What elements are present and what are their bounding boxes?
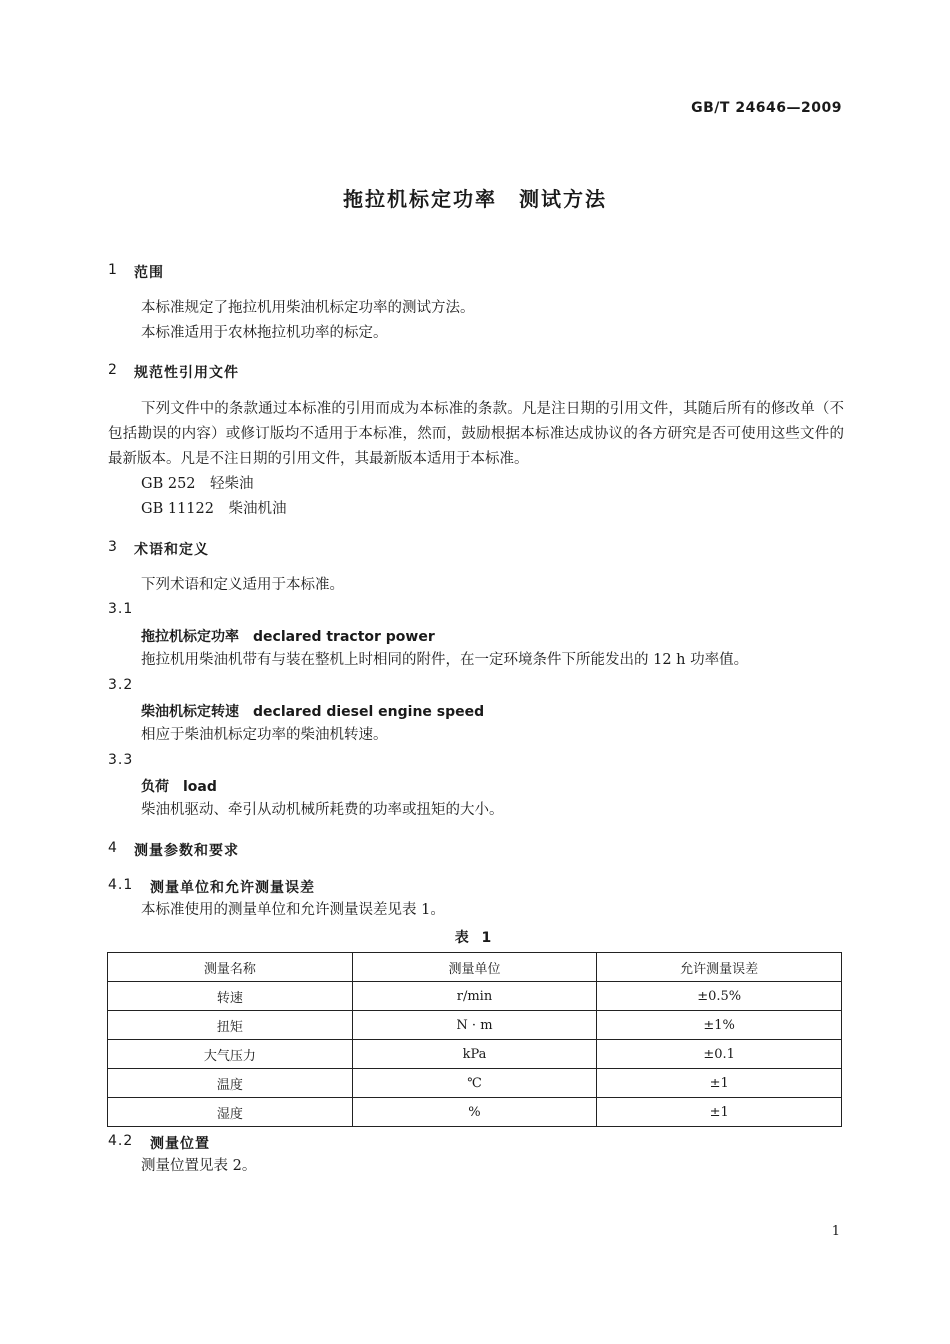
- table-cell: r/min: [352, 982, 597, 1011]
- section-2-paragraph: 下列文件中的条款通过本标准的引用而成为本标准的条款。凡是注日期的引用文件，其随后所有的修改单（不包括勘误的内容）或修订版均不适用于本标准，然而，鼓励根据本标准达成协议的各方研究是否可使用这些文件的最新版本。凡是不注日期的引用文件，其最新版本适用于本标准。: [108, 401, 844, 467]
- section-2-heading: 规范性引用文件: [134, 365, 239, 381]
- table-cell: 湿度: [108, 1098, 353, 1127]
- table-cell: ±1: [597, 1069, 842, 1098]
- subsection-4-1-text: 本标准使用的测量单位和允许测量误差见表 1。: [141, 902, 445, 918]
- section-1-line-2: 本标准适用于农林拖拉机功率的标定。: [141, 325, 388, 341]
- standard-number: GB/T 24646—2009: [691, 100, 842, 116]
- section-3-number: 3: [108, 539, 118, 555]
- table-row: [108, 1069, 842, 1098]
- table-header-name: 测量名称: [108, 953, 353, 982]
- table-cell: ℃: [352, 1069, 597, 1098]
- reference-gb11122: GB 11122 柴油机油: [141, 501, 287, 517]
- table-cell: ±0.1: [597, 1040, 842, 1069]
- term-3-3-number: 3.3: [108, 752, 134, 768]
- section-4-heading: 测量参数和要求: [134, 843, 239, 859]
- table-1-caption: 表 1: [454, 930, 496, 946]
- term-3-2-title: 柴油机标定转速 declared diesel engine speed: [141, 704, 485, 720]
- section-3-heading: 术语和定义: [134, 542, 209, 558]
- table-cell: 转速: [108, 982, 353, 1011]
- section-1-line-1: 本标准规定了拖拉机用柴油机标定功率的测试方法。: [141, 300, 475, 316]
- page-number: 1: [831, 1224, 840, 1239]
- table-header-row: [108, 953, 842, 982]
- section-3-intro: 下列术语和定义适用于本标准。: [141, 577, 344, 593]
- section-4-number: 4: [108, 840, 118, 856]
- table-cell: 扭矩: [108, 1011, 353, 1040]
- term-3-2-number: 3.2: [108, 677, 134, 693]
- section-1-heading: 范围: [134, 265, 164, 281]
- section-2-number: 2: [108, 362, 118, 378]
- subsection-4-1-number: 4.1: [108, 877, 134, 893]
- measurement-table: [107, 952, 842, 1127]
- table-cell: N · m: [352, 1011, 597, 1040]
- table-row: [108, 1011, 842, 1040]
- table-cell: 温度: [108, 1069, 353, 1098]
- table-row: [108, 982, 842, 1011]
- subsection-4-2-text: 测量位置见表 2。: [141, 1158, 257, 1174]
- term-3-3-definition: 柴油机驱动、牵引从动机械所耗费的功率或扭矩的大小。: [141, 802, 504, 818]
- term-3-1-definition: 拖拉机用柴油机带有与装在整机上时相同的附件，在一定环境条件下所能发出的 12 h 功率值。: [141, 652, 749, 668]
- table-header-error: 允许测量误差: [597, 953, 842, 982]
- table-row: [108, 1098, 842, 1127]
- table-cell: kPa: [352, 1040, 597, 1069]
- term-3-3-title: 负荷 load: [141, 779, 217, 795]
- table-cell: ±1%: [597, 1011, 842, 1040]
- reference-gb252: GB 252 轻柴油: [141, 476, 254, 492]
- term-3-2-definition: 相应于柴油机标定功率的柴油机转速。: [141, 727, 388, 743]
- document-title: 拖拉机标定功率 测试方法: [343, 187, 607, 211]
- table-cell: 大气压力: [108, 1040, 353, 1069]
- table-cell: ±0.5%: [597, 982, 842, 1011]
- subsection-4-2-number: 4.2: [108, 1133, 134, 1149]
- section-1-number: 1: [108, 262, 118, 278]
- table-header-unit: 测量单位: [352, 953, 597, 982]
- table-cell: %: [352, 1098, 597, 1127]
- table-row: [108, 1040, 842, 1069]
- subsection-4-2-heading: 测量位置: [150, 1136, 210, 1152]
- term-3-1-number: 3.1: [108, 601, 134, 617]
- term-3-1-title: 拖拉机标定功率 declared tractor power: [141, 629, 435, 645]
- subsection-4-1-heading: 测量单位和允许测量误差: [150, 880, 315, 896]
- table-cell: ±1: [597, 1098, 842, 1127]
